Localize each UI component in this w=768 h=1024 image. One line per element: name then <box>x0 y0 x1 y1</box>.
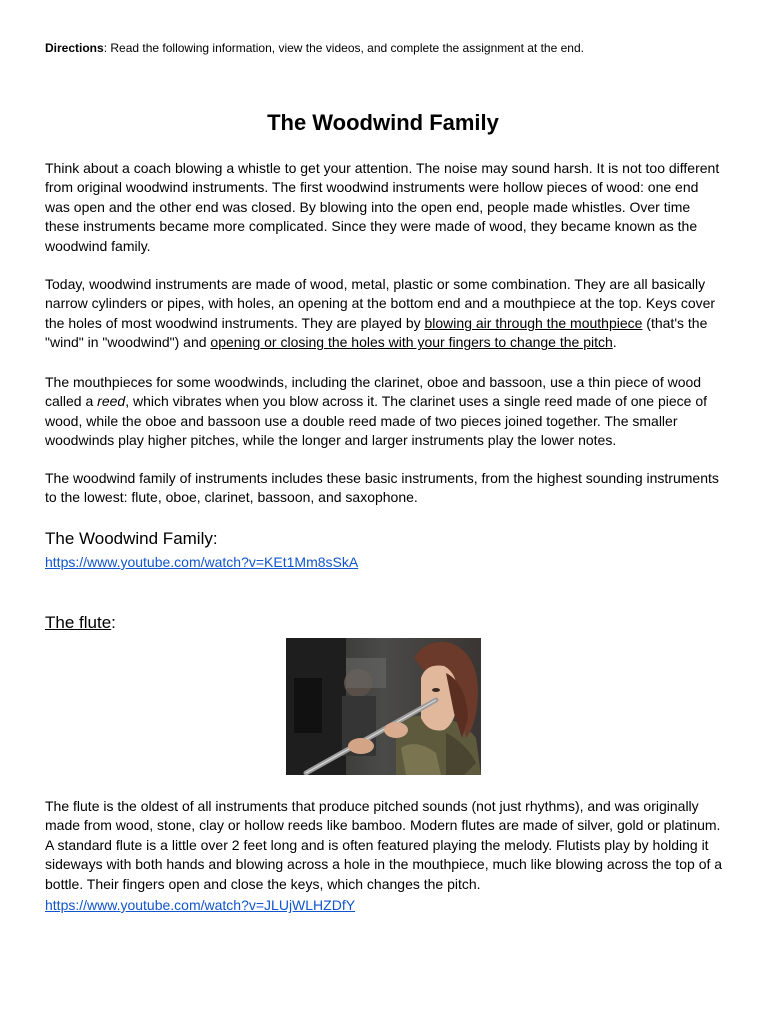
flute-heading-text: The flute <box>45 613 112 632</box>
section-heading-woodwind-family: The Woodwind Family: <box>45 529 218 548</box>
directions-label: Directions <box>45 41 104 55</box>
reed-paragraph <box>45 373 725 451</box>
reed-text-1: The mouthpieces for some woodwinds, including the clarinet, oboe and bassoon, use a thin piece of wood called a <box>45 374 702 410</box>
materials-paragraph <box>45 275 725 353</box>
materials-text-3: . <box>612 334 617 351</box>
instruments-paragraph: The woodwind family of instruments includes these basic instruments, from the highest sounding instruments to the lowest: flute, oboe, clarinet, bassoon, and saxophone. <box>45 470 719 506</box>
materials-text-2: (that's the "wind" in "woodwind") and <box>45 314 708 351</box>
section-heading-flute <box>45 612 116 634</box>
materials-text-1: Today, woodwind instruments are made of wood, metal, plastic or some combination. They are all basically narrow cylinders or pipes, with holes, an opening at the bottom end and a mouthpiece at the top. Keys cover the holes of most woodwind instruments. They are played by <box>45 276 716 331</box>
materials-underline-2: opening or closing the holes with your fingers to change the pitch <box>210 334 613 351</box>
directions-text: : Read the following information, view the videos, and complete the assignment at the end. <box>103 41 584 55</box>
reed-italic: reed <box>97 393 126 410</box>
directions <box>45 40 584 56</box>
intro-paragraph: Think about a coach blowing a whistle to get your attention. The noise may sound harsh. It is not too different from original woodwind instruments. The first woodwind instruments were hollow pieces of wood: one end was open and the other end was closed. By blowing into the open end, people made whistles. Over time these instruments became more complicated. Since they were made of wood, they became known as the woodwind family. <box>45 160 720 254</box>
page-title: The Woodwind Family <box>267 110 499 135</box>
woodwind-video-link[interactable]: https://www.youtube.com/watch?v=KEt1Mm8sSkA <box>45 554 359 570</box>
flute-player-photo <box>286 638 481 775</box>
flute-video-link[interactable]: https://www.youtube.com/watch?v=JLUjWLHZDfY <box>45 897 356 913</box>
flute-heading-colon: : <box>111 613 116 632</box>
flute-paragraph: The flute is the oldest of all instruments that produce pitched sounds (not just rhythms), and was originally made from wood, stone, clay or hollow reeds like bamboo. Modern flutes are made of silver, gold or platinum. A standard flute is a little over 2 feet long and is often featured playing the melody. Flutists play by holding it sideways with both hands and blowing across a hole in the mouthpiece, much like blowing across the top of a bottle. Their fingers open and close the keys, which changes the pitch. <box>45 798 723 892</box>
reed-text-2: , which vibrates when you blow across it. The clarinet uses a single reed made of one piece of wood, while the oboe and bassoon use a double reed made of two pieces joined together. The smaller woodwinds play higher pitches, while the longer and larger instruments play the lower notes. <box>45 393 708 449</box>
materials-underline-1: blowing air through the mouthpiece <box>424 314 643 331</box>
